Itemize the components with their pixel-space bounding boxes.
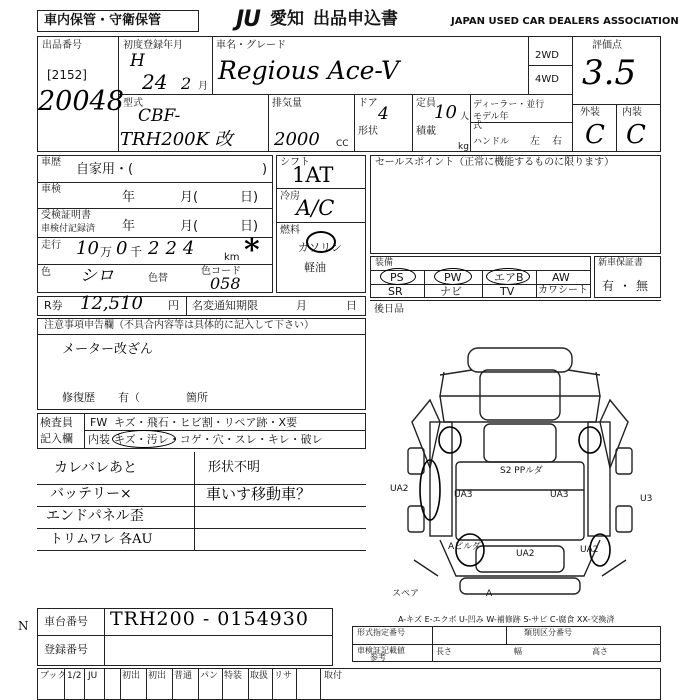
receipt-month: 月( xyxy=(180,219,199,234)
displacement-label: 排気量 xyxy=(272,98,302,109)
mark-ua3-right: UA3 xyxy=(550,490,569,500)
model-line2: TRH200K 改 xyxy=(120,129,233,150)
mileage-rest: 224 xyxy=(148,238,201,259)
bottom-cell-4: 初出 xyxy=(122,671,141,681)
inspector-in: 内装 xyxy=(88,433,110,446)
recycle-label: R券 xyxy=(44,299,63,312)
remark-left-2: バッテリー× xyxy=(50,486,132,502)
first-reg-year: 24 xyxy=(142,70,168,94)
equip-aw: AW xyxy=(552,271,570,284)
fuel-diesel: 軽油 xyxy=(304,261,326,274)
equip-pw-circle xyxy=(434,268,472,285)
usage-label: 車歴 xyxy=(41,157,61,168)
int-label: 内装 xyxy=(622,107,642,118)
drive-4wd: 4WD xyxy=(535,74,559,85)
bottom-cell-9: 取扱 xyxy=(250,671,269,681)
equip-tv: TV xyxy=(500,285,515,298)
mark-s2-pillar: S2 PPルダ xyxy=(500,466,543,476)
equip-leather-seat: カワシート xyxy=(538,285,588,296)
remark-right-2: 車いす移動車？ xyxy=(206,485,312,503)
color-value: シロ xyxy=(80,266,114,286)
bottom-cell-3: JU xyxy=(88,671,98,681)
history-value: 有（ xyxy=(118,391,140,404)
doors-label: ドア xyxy=(358,98,378,109)
legend-height: 高さ xyxy=(592,647,608,656)
recycle-unit: 円 xyxy=(168,299,179,312)
legend-ref: 参考 xyxy=(370,653,386,662)
lot-label: 出品番号 xyxy=(42,40,82,51)
recycle-value: 12,510 xyxy=(80,293,143,314)
car-name-label: 車名・グレード xyxy=(216,40,286,51)
displacement-unit: CC xyxy=(336,139,349,149)
inspector-fw: FW xyxy=(90,416,108,429)
mark-spare: スペア xyxy=(392,589,420,599)
inspection-label: 車検 xyxy=(41,184,61,195)
rear-label: 後日品 xyxy=(374,304,404,315)
inspector-in-row: キズ・汚レ・コゲ・穴・スレ・キレ・破レ xyxy=(114,433,323,446)
receipt-day: 日) xyxy=(240,219,259,234)
association-name: JAPAN USED CAR DEALERS ASSOCIATION xyxy=(451,16,679,27)
history-label: 修復歴 xyxy=(62,391,95,404)
mileage-sen: 0 xyxy=(116,238,128,259)
legend-form-confirm: 形式指定番号 xyxy=(357,628,405,637)
lot-bracket-number: [2152] xyxy=(47,68,87,82)
doors-value: 4 xyxy=(378,104,389,124)
score-value: 3.5 xyxy=(582,53,637,93)
equipment-label: 装備 xyxy=(375,258,394,268)
inspector-fw-row: キズ・飛石・ヒビ割・リペア跡・X要 xyxy=(114,416,298,429)
ju-logo: JU xyxy=(236,7,261,32)
chassis-n-mark: N xyxy=(18,619,29,633)
reg-number-label: 登録番号 xyxy=(44,643,88,656)
bottom-cell-1: ブック xyxy=(40,671,67,681)
inspector-in-circle xyxy=(112,430,176,448)
mark-ua2-right: UA2 xyxy=(580,545,599,555)
mark-ua2-left: UA2 xyxy=(390,484,409,494)
inspection-year: 年 xyxy=(122,190,136,205)
lot-number: 20048 xyxy=(38,86,124,117)
first-reg-era: H xyxy=(130,51,145,71)
equip-ps: PS xyxy=(390,271,404,284)
shape-label: 形状 xyxy=(358,126,378,137)
usage-value: 自家用・( xyxy=(76,162,134,177)
bottom-cell-10: リサ xyxy=(274,671,292,681)
sales-point-label: セールスポイント（正常に機能するものに限ります） xyxy=(375,157,615,168)
remark-left-4: トリムワレ 各AU xyxy=(50,532,153,547)
mileage-label: 走行 xyxy=(41,240,61,251)
receipt-year: 年 xyxy=(122,219,136,234)
bottom-cell-5: 初出 xyxy=(148,671,167,681)
notify-day: 日 xyxy=(346,299,357,312)
model-year-label: モデル年式 xyxy=(473,112,509,131)
bottom-cell-2: 1/2 xyxy=(67,671,82,681)
new-warranty-yes: 有 xyxy=(602,279,615,293)
handle-label: ハンドル xyxy=(473,137,510,147)
legend-cat-num: 類別区分番号 xyxy=(524,628,572,637)
new-warranty-no: 無 xyxy=(636,279,649,293)
handle-left: 左 xyxy=(530,136,540,147)
shift-value: 1AT xyxy=(292,163,334,187)
drive-2wd: 2WD xyxy=(535,50,559,61)
ext-value: C xyxy=(585,120,605,150)
legend-line1: A-キズ E-エクボ U-凹み W-補修跡 S-サビ C-腐食 XX-交換済 xyxy=(398,615,615,624)
model-label: 型式 xyxy=(123,98,143,109)
shift-label: シフト xyxy=(280,157,310,168)
bottom-cell-8: 特装 xyxy=(224,671,243,681)
equip-airbag: エアB xyxy=(494,271,524,284)
ext-label: 外装 xyxy=(580,107,600,118)
first-reg-month: 2 xyxy=(181,74,192,93)
score-label: 評価点 xyxy=(592,40,622,51)
mark-ua3-left: UA3 xyxy=(454,490,473,500)
mileage-man: 10 xyxy=(76,238,99,259)
equip-sr: SR xyxy=(388,285,403,298)
int-value: C xyxy=(626,120,646,150)
color-code-label: 色コード xyxy=(201,266,241,277)
mark-u3-right: U3 xyxy=(640,494,653,504)
aichi-label: 愛知 xyxy=(270,9,304,29)
aircon-label: 冷房 xyxy=(280,191,300,202)
chassis-value: TRH200 - 0154930 xyxy=(110,608,309,630)
mark-a-pillar: Aピルダ xyxy=(448,542,481,552)
inspection-month: 月( xyxy=(180,190,199,205)
capacity-label: 定員 xyxy=(416,98,436,109)
new-warranty-label: 新車保証書 xyxy=(598,258,644,268)
handle-right: 右 xyxy=(552,136,562,147)
model-line1: CBF- xyxy=(138,106,181,126)
equip-airbag-circle xyxy=(486,268,530,285)
ownership-label: 車内保管・守衛保管 xyxy=(44,13,162,28)
form-title: 出品申込書 xyxy=(313,9,398,29)
capacity-unit: 人 xyxy=(460,112,470,122)
usage-close: ) xyxy=(262,162,268,177)
inspector-label2: 記入欄 xyxy=(40,432,73,445)
fuel-label: 燃料 xyxy=(280,225,300,236)
legend-reg-label: 車検証記載値 xyxy=(357,646,405,655)
mileage-mark: * xyxy=(244,233,260,268)
receipt-label: 受検証明書 xyxy=(41,210,91,221)
mark-accessory: A xyxy=(486,589,493,599)
mileage-unit: km xyxy=(224,252,240,263)
remark-right-1: 形状不明 xyxy=(208,460,261,475)
bottom-cell-6: 普通 xyxy=(174,671,193,681)
load-unit: kg xyxy=(458,142,469,152)
remark-left-3: エンドパネル歪 xyxy=(46,508,144,524)
notes-line1: メーター改ざん xyxy=(62,342,154,357)
mark-ua2-bottom: UA2 xyxy=(516,549,535,559)
new-warranty-dot: ・ xyxy=(619,279,632,293)
history-place: 箇所 xyxy=(186,391,208,404)
bottom-cell-7: パン xyxy=(200,671,219,681)
mileage-sen-unit: 千 xyxy=(130,245,143,259)
fuel-gas: ガソリン xyxy=(298,241,342,254)
first-reg-label: 初度登録年月 xyxy=(123,40,183,51)
equip-navi: ナビ xyxy=(440,285,462,298)
color-code: 058 xyxy=(210,274,241,293)
mileage-man-unit: 万 xyxy=(100,245,113,259)
bottom-cell-13: 取付 xyxy=(324,671,343,681)
displacement-value: 2000 xyxy=(274,129,320,150)
chassis-label: 車台番号 xyxy=(44,615,88,628)
legend-width: 幅 xyxy=(514,647,522,656)
sales-point-box xyxy=(370,155,661,254)
notes-label: 注意事項申告欄（不具合内容等は具体的に記入して下さい） xyxy=(44,320,314,331)
receipt-sub: 車検付記録済 xyxy=(41,224,96,234)
car-name-value: Regious Ace-V xyxy=(218,56,400,85)
color-label: 色 xyxy=(41,267,51,278)
inspection-day: 日) xyxy=(240,190,259,205)
dealer-label: ディーラー・並行 xyxy=(473,100,545,110)
equip-ps-circle xyxy=(380,268,416,285)
capacity-value: 10 xyxy=(434,102,457,123)
color-change-label: 色替 xyxy=(148,273,168,284)
aircon-value: A/C xyxy=(296,196,335,220)
equip-pw: PW xyxy=(444,271,462,284)
legend-length: 長さ xyxy=(436,647,452,656)
inspector-label1: 検査員 xyxy=(40,416,73,429)
fuel-gas-circle-mark xyxy=(306,231,336,253)
notify-month: 月 xyxy=(296,299,307,312)
first-reg-month-unit: 月 xyxy=(198,81,208,92)
notify-label: 名変通知期限 xyxy=(192,299,258,312)
load-label: 積載 xyxy=(416,126,436,137)
remark-left-1: カレバレあと xyxy=(54,460,138,476)
